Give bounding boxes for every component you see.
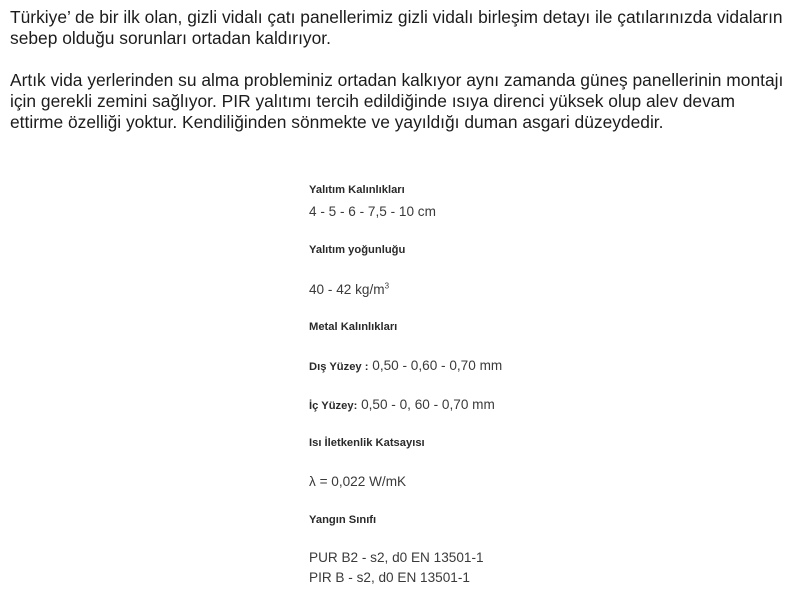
insulation-thickness-value: 4 - 5 - 6 - 7,5 - 10 cm: [309, 204, 436, 219]
insulation-thickness-label: Yalıtım Kalınlıkları: [309, 184, 405, 196]
unit-superscript: 3: [384, 281, 390, 291]
outer-surface-row: [309, 358, 502, 373]
intro-paragraph-1: Türkiye’ de bir ilk olan, gizli vidalı çatı panellerimiz gizli vidalı birleşim detayı ile çatılarınızda vidaların sebep olduğu sorunları ortadan kaldırıyor.: [10, 7, 783, 48]
intro-text-block: [10, 7, 790, 133]
thermal-conductivity-label: Isı İletkenlik Katsayısı: [309, 437, 425, 449]
fire-class-pir: PIR B - s2, d0 EN 13501-1: [309, 570, 470, 585]
thermal-conductivity-value: λ = 0,022 W/mK: [309, 474, 407, 489]
fire-class-pur: PUR B2 - s2, d0 EN 13501-1: [309, 550, 484, 565]
metal-thickness-label: Metal Kalınlıkları: [309, 321, 398, 333]
inner-surface-label: İç Yüzey:: [309, 400, 358, 412]
outer-surface-label: Dış Yüzey :: [309, 361, 369, 373]
outer-surface-value: 0,50 - 0,60 - 0,70 mm: [368, 358, 503, 373]
inner-surface-row: [309, 397, 495, 412]
insulation-density-value: [309, 282, 389, 297]
insulation-density-label: Yalıtım yoğunluğu: [309, 244, 406, 256]
intro-paragraph-2: Artık vida yerlerinden su alma probleminiz ortadan kalkıyor aynı zamanda güneş panellerinin montajı için gerekli zemini sağlıyor. PIR yalıtımı tercih edildiğinde ısıya direnci yüksek olup alev devam ettirme özelliği yoktur. Kendiliğinden sönmekte ve yayıldığı duman asgari düzeydedir.: [10, 70, 784, 132]
fire-class-label: Yangın Sınıfı: [309, 514, 377, 526]
insulation-density-number: 40 - 42 kg/m: [309, 282, 385, 297]
inner-surface-value: 0,50 - 0, 60 - 0,70 mm: [357, 397, 495, 412]
